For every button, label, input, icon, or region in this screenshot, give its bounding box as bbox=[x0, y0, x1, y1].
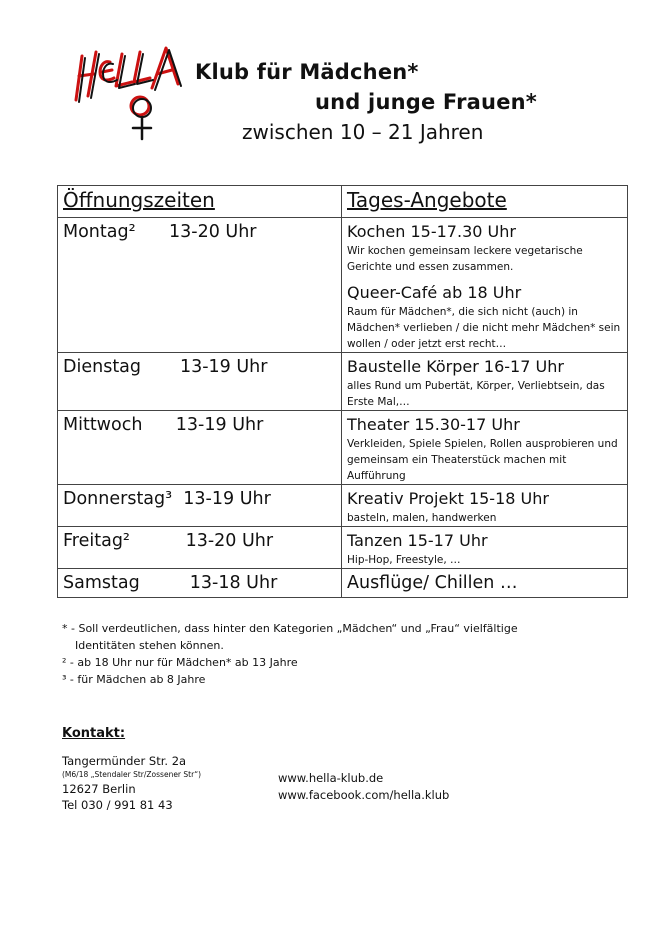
activity-title: Queer-Café ab 18 Uhr bbox=[347, 283, 522, 302]
day-hours: Samstag 13-18 Uhr bbox=[63, 573, 278, 593]
activity-title: Ausflüge/ Chillen … bbox=[347, 573, 518, 593]
table-header-row bbox=[58, 186, 628, 218]
activity-title: Theater 15.30-17 Uhr bbox=[347, 415, 520, 434]
page-title-line2: und junge Frauen* bbox=[315, 90, 537, 114]
contact-heading: Kontakt: bbox=[62, 726, 126, 741]
table-row bbox=[58, 353, 628, 411]
address-city: 12627 Berlin bbox=[62, 782, 136, 796]
day-hours: Donnerstag³ 13-19 Uhr bbox=[63, 489, 271, 509]
day-hours: Montag² 13-20 Uhr bbox=[63, 222, 257, 242]
website-link[interactable]: www.hella-klub.de bbox=[278, 771, 384, 785]
activity-title: Tanzen 15-17 Uhr bbox=[347, 531, 488, 550]
header-opening-hours: Öffnungszeiten bbox=[63, 188, 215, 212]
footnote-sup3: ³ - für Mädchen ab 8 Jahre bbox=[62, 673, 206, 686]
footnote-star: * - Soll verdeutlichen, dass hinter den Kategorien „Mädchen“ und „Frau“ vielfältige bbox=[62, 622, 518, 635]
activity-desc: basteln, malen, handwerken bbox=[347, 512, 497, 524]
activity-desc: Wir kochen gemeinsam leckere vegetarische Gerichte und essen zusammen. bbox=[347, 245, 583, 273]
table-row bbox=[58, 527, 628, 569]
table-row bbox=[58, 485, 628, 527]
facebook-link[interactable]: www.facebook.com/hella.klub bbox=[278, 788, 450, 802]
day-hours: Mittwoch 13-19 Uhr bbox=[63, 415, 264, 435]
footnote-star-cont: Identitäten stehen können. bbox=[75, 639, 224, 652]
activity-title: Baustelle Körper 16-17 Uhr bbox=[347, 357, 564, 376]
table-row bbox=[58, 411, 628, 485]
address-transit: (M6/18 „Stendaler Str/Zossener Str“) bbox=[62, 770, 201, 779]
footnote-sup2: ² - ab 18 Uhr nur für Mädchen* ab 13 Jahre bbox=[62, 656, 298, 669]
activity-desc: Raum für Mädchen*, die sich nicht (auch) in Mädchen* verlieben / die nicht mehr Mädchen* sein wollen / oder jetzt erst recht… bbox=[347, 306, 621, 350]
page-subtitle: zwischen 10 – 21 Jahren bbox=[242, 120, 484, 144]
hella-logo bbox=[70, 36, 195, 146]
footnotes bbox=[62, 620, 518, 688]
schedule-table bbox=[57, 185, 628, 598]
day-hours: Dienstag 13-19 Uhr bbox=[63, 357, 268, 377]
activity-desc: Hip-Hop, Freestyle, … bbox=[347, 554, 461, 566]
contact-address bbox=[62, 753, 201, 813]
page-title-line1: Klub für Mädchen* bbox=[195, 60, 419, 84]
activity-desc: Verkleiden, Spiele Spielen, Rollen ausprobieren und gemeinsam ein Theaterstück machen mit Aufführung bbox=[347, 438, 618, 482]
activity-title: Kochen 15-17.30 Uhr bbox=[347, 222, 516, 241]
activity-title: Kreativ Projekt 15-18 Uhr bbox=[347, 489, 549, 508]
venus-symbol-icon bbox=[131, 97, 151, 139]
activity-desc: alles Rund um Pubertät, Körper, Verliebtsein, das Erste Mal,… bbox=[347, 380, 605, 408]
table-row bbox=[58, 569, 628, 598]
address-street: Tangermünder Str. 2a bbox=[62, 754, 187, 768]
address-phone: Tel 030 / 991 81 43 bbox=[62, 798, 173, 812]
logo-wordmark bbox=[76, 48, 181, 102]
table-row bbox=[58, 218, 628, 353]
day-hours: Freitag² 13-20 Uhr bbox=[63, 531, 274, 551]
contact-web bbox=[278, 770, 449, 804]
header-daily-offers: Tages-Angebote bbox=[347, 188, 507, 212]
